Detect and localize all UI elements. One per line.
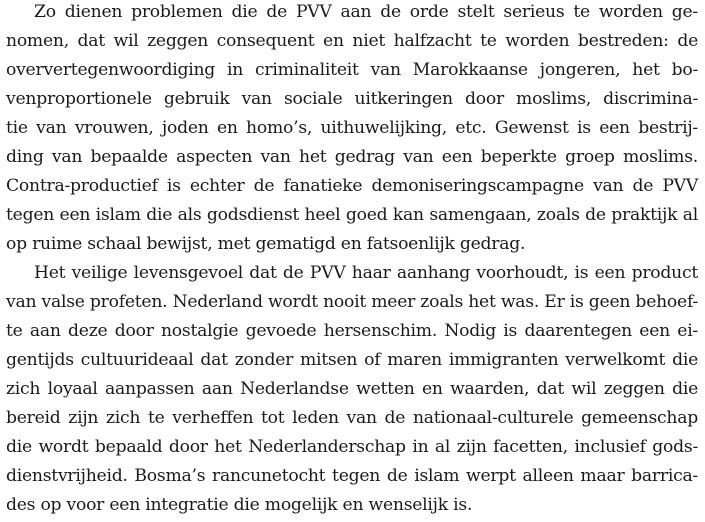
text-line: die wordt bepaald door het Nederlanderschap in al zijn facetten, inclusief gods- [6, 437, 698, 457]
text-line: van valse profeten. Nederland wordt nooit meer zoals het was. Er is geen behoef- [6, 292, 699, 312]
text-line: bereid zijn zich te verheffen tot leden van de nationaal-culturele gemeenschap [6, 408, 698, 428]
text-line: dienstvrijheid. Bosma’s rancunetocht tegen de islam werpt alleen maar barrica- [6, 466, 698, 486]
text-line: oververtegenwoordiging in criminaliteit van Marokkaanse jongeren, het bo- [6, 60, 698, 80]
text-line: tegen een islam die als godsdienst heel goed kan samengaan, zoals de praktijk al [6, 205, 698, 225]
text-line: tie van vrouwen, joden en homo’s, uithuwelijking, etc. Gewenst is een bestrij- [6, 118, 698, 138]
text-line: nomen, dat wil zeggen consequent en niet halfzacht te worden bestreden: de [6, 31, 698, 51]
text-line: op ruime schaal bewijst, met gematigd en fatsoenlijk gedrag. [6, 234, 526, 254]
text-line: des op voor een integratie die mogelijk en wenselijk is. [6, 495, 473, 515]
text-line: Zo dienen problemen die de PVV aan de orde stelt serieus te worden ge- [34, 2, 698, 22]
text-line: gentijds cultuurideaal dat zonder mitsen of maren immigranten verwelkomt die [6, 350, 698, 370]
text-line: zich loyaal aanpassen aan Nederlandse wetten en waarden, dat wil zeggen die [6, 379, 698, 399]
text-line: Het veilige levensgevoel dat de PVV haar aanhang voorhoudt, is een product [34, 263, 698, 283]
text-line: te aan deze door nostalgie gevoede hersenschim. Nodig is daarentegen een ei- [6, 321, 698, 341]
text-line: Contra-productief is echter de fanatieke demoniseringscampagne van de PVV [6, 176, 698, 196]
text-line: ding van bepaalde aspecten van het gedrag van een beperkte groep moslims. [6, 147, 698, 167]
text-line: venproportionele gebruik van sociale uitkeringen door moslims, discrimina- [6, 89, 698, 109]
